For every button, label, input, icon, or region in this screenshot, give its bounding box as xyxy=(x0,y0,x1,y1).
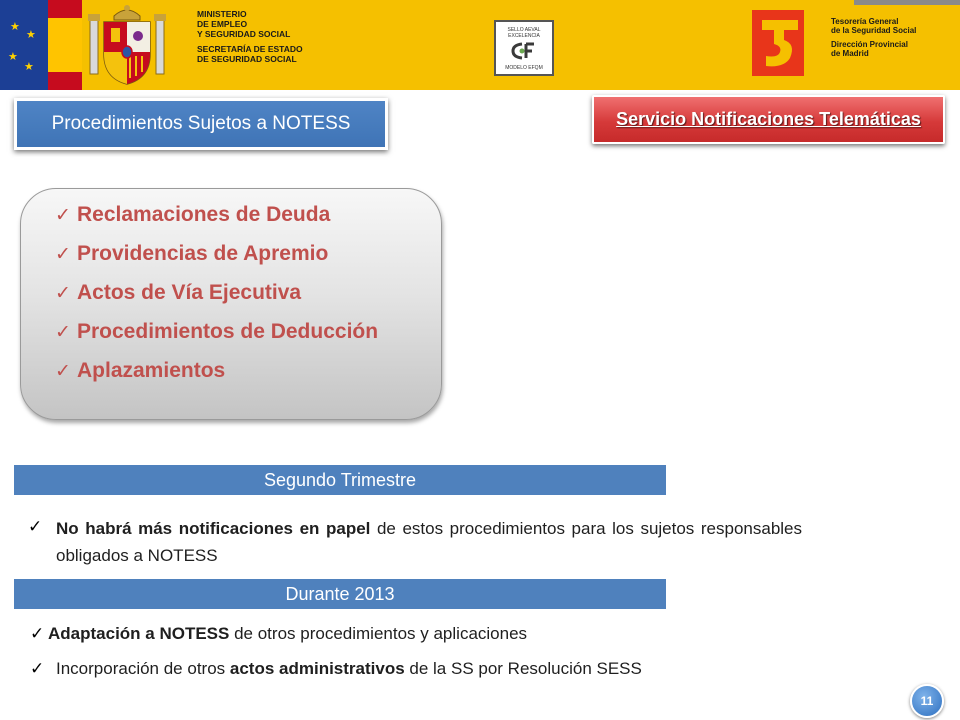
eu-flag-logo xyxy=(0,0,48,90)
ministry-line: DE EMPLEO xyxy=(197,19,248,29)
slide-title: Procedimientos Sujetos a NOTESS xyxy=(14,98,388,150)
direccion-line: de Madrid xyxy=(831,49,869,58)
coat-of-arms-logo xyxy=(86,2,168,88)
segundo-trimestre-text xyxy=(56,515,802,569)
service-title: Servicio Notificaciones Telemáticas xyxy=(592,95,945,144)
check-icon: ✓ xyxy=(55,283,71,304)
seal-line: SELLO AEVAL xyxy=(507,27,541,33)
bold-phrase: Adaptación a NOTESS xyxy=(48,624,230,643)
list-item xyxy=(55,312,378,351)
star-icon: ★ xyxy=(26,29,36,41)
star-icon: ★ xyxy=(8,51,18,63)
plain-phrase: de estos procedimientos para los sujetos responsables obligados a NOTESS xyxy=(56,519,803,565)
header-band xyxy=(0,0,960,90)
list-item xyxy=(55,195,378,234)
durante-2013-item-2 xyxy=(56,659,642,679)
procedure-label: Actos de Vía Ejecutiva xyxy=(77,281,302,304)
procedure-label: Procedimientos de Deducción xyxy=(77,320,379,343)
procedure-label: Aplazamientos xyxy=(77,359,226,382)
check-icon: ✓ xyxy=(55,244,71,265)
check-icon: ✓ xyxy=(55,322,71,343)
check-icon: ✓ xyxy=(55,205,71,226)
plain-phrase: Incorporación de otros xyxy=(56,659,230,678)
spain-flag-logo xyxy=(48,0,82,90)
plain-phrase: de la SS por Resolución SESS xyxy=(404,659,642,678)
ministry-name xyxy=(197,9,303,64)
direccion-line: Dirección Provincial xyxy=(831,40,908,49)
secretaria-line: DE SEGURIDAD SOCIAL xyxy=(197,54,297,64)
procedures-list xyxy=(55,195,378,390)
ministry-line: Y SEGURIDAD SOCIAL xyxy=(197,29,291,39)
tgss-name xyxy=(831,17,916,58)
efqm-seal-logo xyxy=(494,20,554,76)
star-icon: ★ xyxy=(10,21,20,33)
check-icon: ✓ xyxy=(30,624,45,643)
secretaria-line: SECRETARÍA DE ESTADO xyxy=(197,44,303,54)
tgss-logo xyxy=(752,10,804,76)
check-icon: ✓ xyxy=(55,361,71,382)
tgss-line: Tesorería General xyxy=(831,17,899,26)
procedure-label: Providencias de Apremio xyxy=(77,242,329,265)
check-icon: ✓ xyxy=(30,659,45,678)
seal-line: MODELO EFQM xyxy=(505,65,543,71)
procedure-label: Reclamaciones de Deuda xyxy=(77,203,331,226)
star-icon: ★ xyxy=(24,61,34,73)
bold-phrase: No habrá más notificaciones en papel xyxy=(56,519,371,538)
header-accent-tab xyxy=(854,0,960,5)
bold-phrase: actos administrativos xyxy=(229,659,405,678)
list-item xyxy=(55,273,378,312)
section-bar-segundo-trimestre: Segundo Trimestre xyxy=(14,465,666,495)
tgss-line: de la Seguridad Social xyxy=(831,26,917,35)
durante-2013-item-1 xyxy=(48,624,527,644)
procedures-panel xyxy=(20,188,442,420)
efqm-mark-icon xyxy=(510,41,538,61)
section-bar-durante-2013: Durante 2013 xyxy=(14,579,666,609)
check-icon: ✓ xyxy=(28,517,43,536)
list-item xyxy=(55,234,378,273)
plain-phrase: de otros procedimientos y aplicaciones xyxy=(229,624,528,643)
list-item xyxy=(55,351,378,390)
ministry-line: MINISTERIO xyxy=(197,9,247,19)
page-number-badge: 11 xyxy=(910,684,944,718)
seal-line: EXCELENCIA xyxy=(508,33,540,39)
